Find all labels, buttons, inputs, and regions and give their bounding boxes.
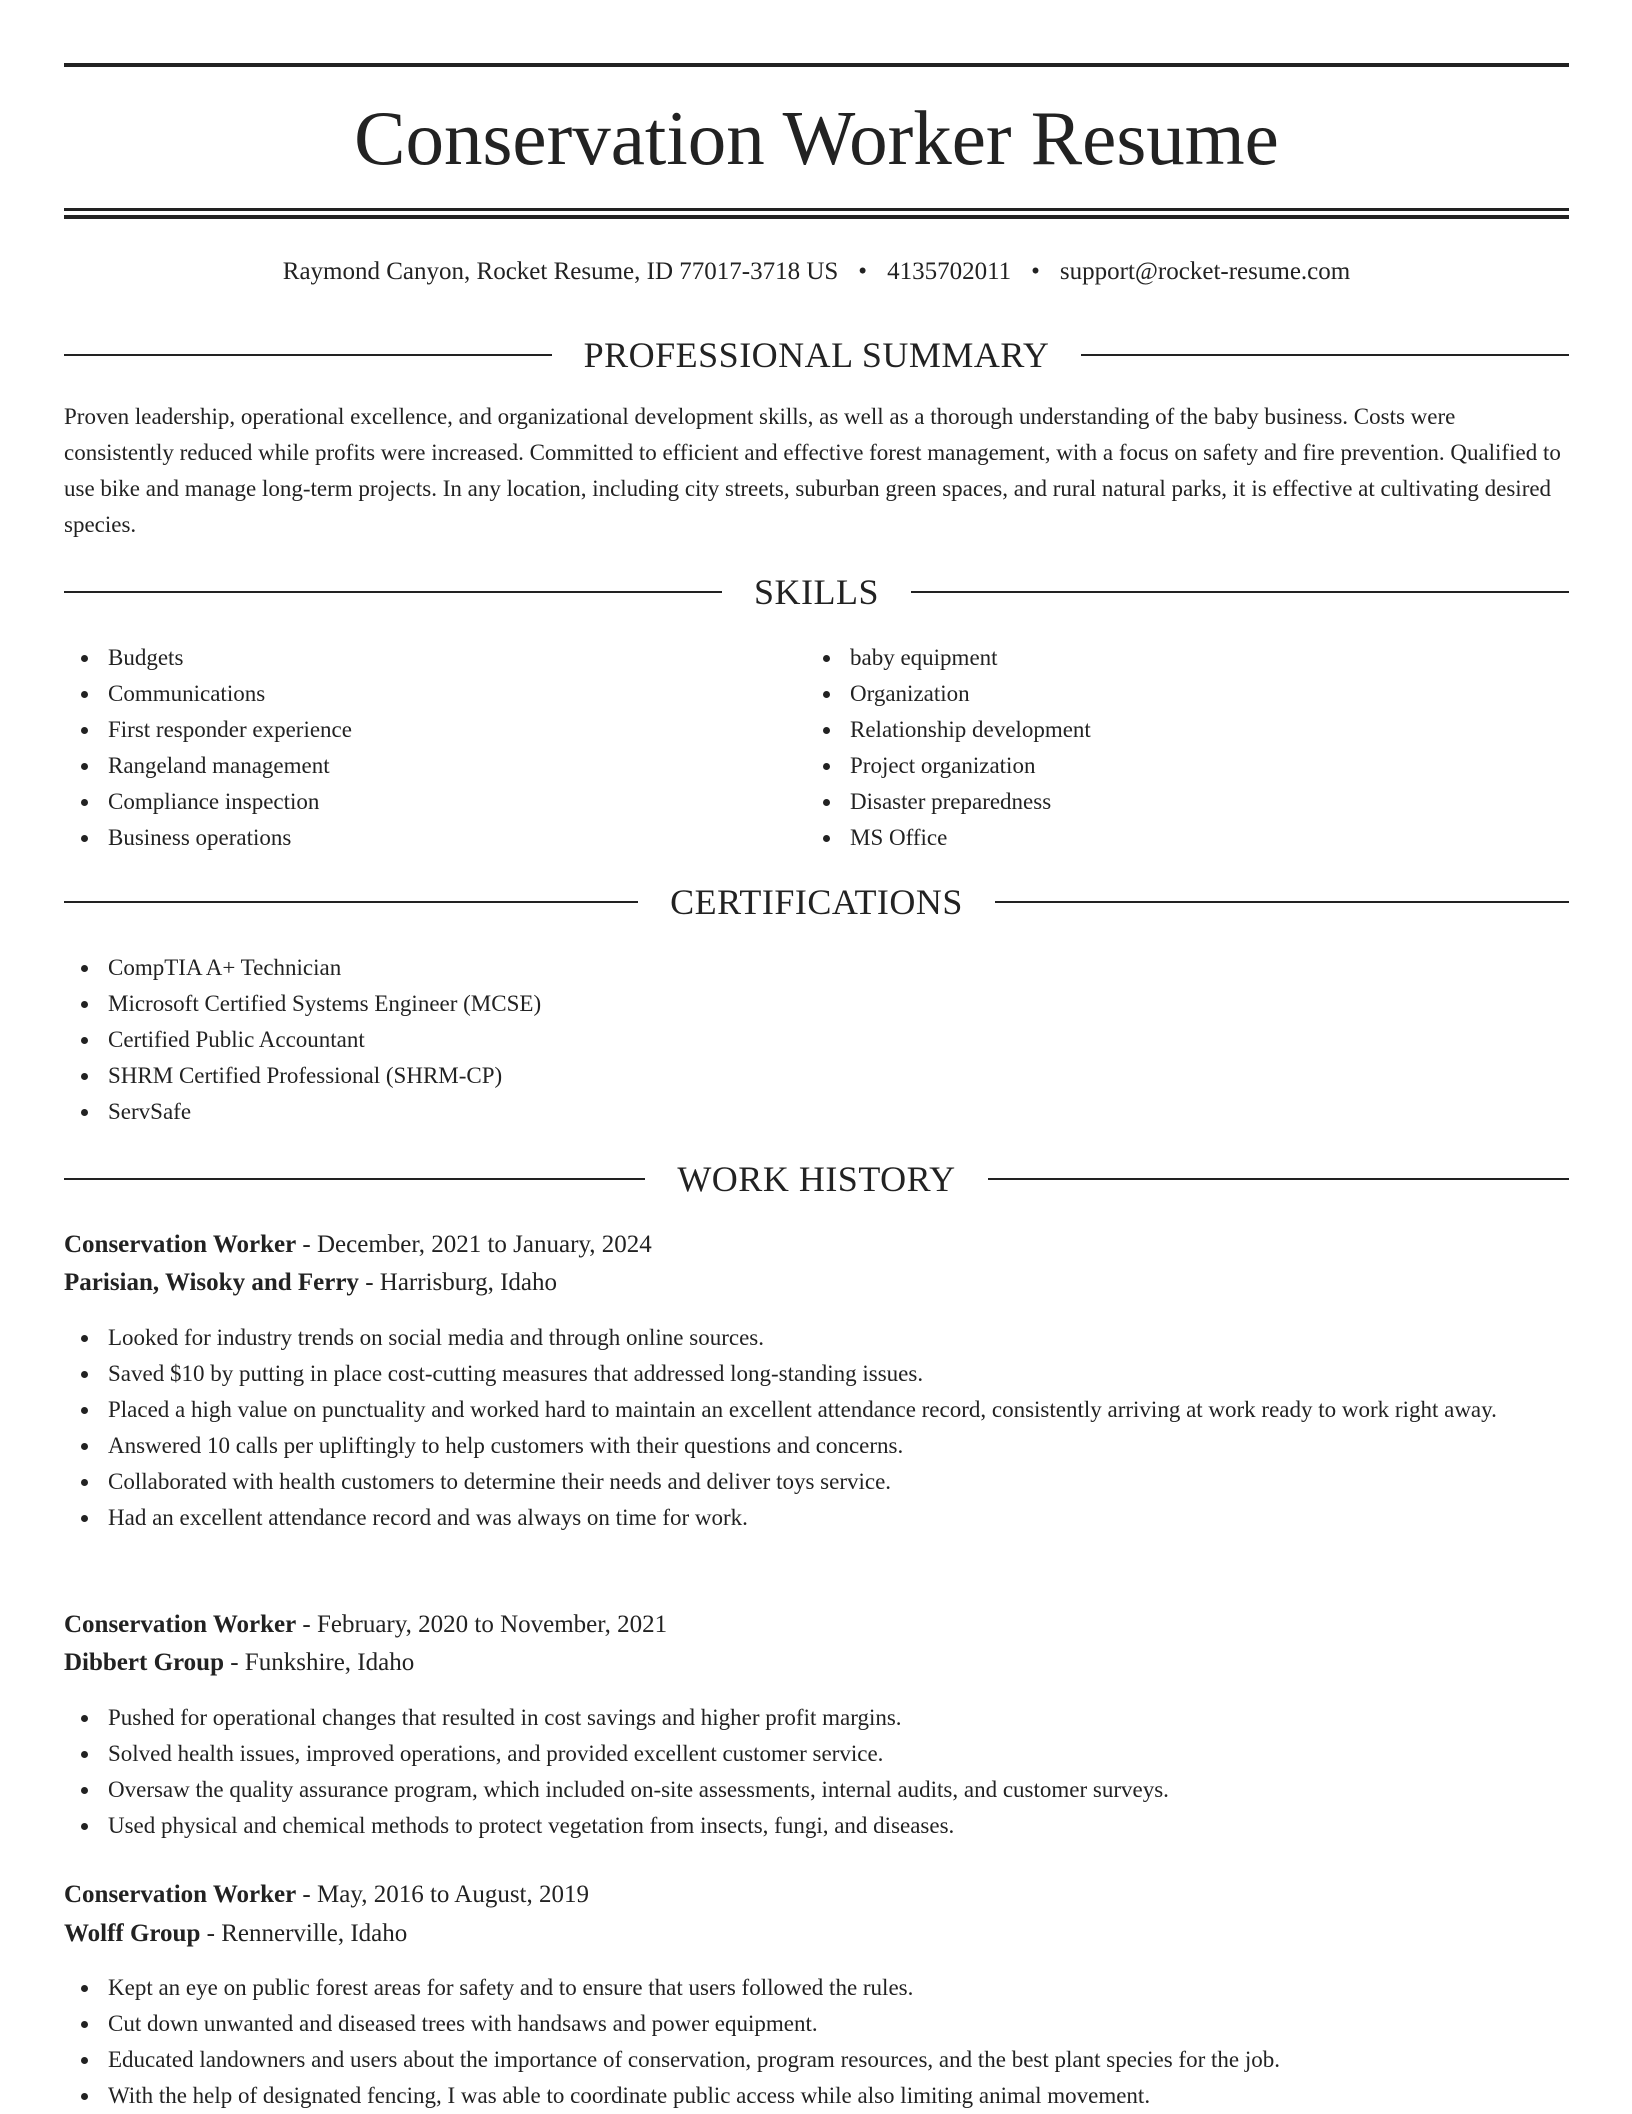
job-bullet: Answered 10 calls per upliftingly to help customers with their questions and concerns. bbox=[64, 1428, 1569, 1464]
skill-item: Project organization bbox=[806, 748, 1566, 784]
job-bullet: Had an excellent attendance record and was always on time for work. bbox=[64, 1500, 1569, 1536]
skill-item: Organization bbox=[806, 676, 1566, 712]
job-bullet: Looked for industry trends on social media and through online sources. bbox=[64, 1320, 1569, 1356]
job-title: Conservation Worker bbox=[64, 1881, 297, 1908]
section-heading-certifications bbox=[64, 878, 1569, 926]
job-dates: - February, 2020 to November, 2021 bbox=[296, 1611, 668, 1638]
job-title-line bbox=[64, 1606, 1569, 1644]
heading-rule-left bbox=[64, 1178, 645, 1180]
summary-text: Proven leadership, operational excellence, and organizational development skills, as well as a thorough understanding of the baby business. Costs were consistently reduced while profits were increased. Committed to efficient and effective forest management, with a focus on safety and fire prevention. Qualified to use bike and manage long-term projects. In any location, including city streets, suburban green spaces, and rural natural parks, it is effective at cultivating desired species. bbox=[64, 404, 1561, 537]
job-bullet: Cut down unwanted and diseased trees with handsaws and power equipment. bbox=[64, 2006, 1569, 2042]
resume-title: Conservation Worker Resume bbox=[354, 95, 1279, 181]
summary-heading: PROFESSIONAL SUMMARY bbox=[583, 335, 1050, 375]
heading-rule-right bbox=[995, 901, 1569, 903]
skills-heading: SKILLS bbox=[754, 572, 880, 612]
job-title-line bbox=[64, 1226, 1569, 1264]
contact-separator: • bbox=[858, 258, 868, 285]
job-location: - Funkshire, Idaho bbox=[223, 1649, 415, 1676]
heading-rule-left bbox=[64, 901, 638, 903]
job-company: Parisian, Wisoky and Ferry bbox=[64, 1269, 359, 1296]
job-bullet: Used physical and chemical methods to protect vegetation from insects, fungi, and diseases. bbox=[64, 1808, 1569, 1844]
job-bullet: With the help of designated fencing, I was able to coordinate public access while also limiting animal movement. bbox=[64, 2078, 1569, 2114]
certification-item: Microsoft Certified Systems Engineer (MCSE) bbox=[64, 986, 1569, 1022]
certification-item: CompTIA A+ Technician bbox=[64, 950, 1569, 986]
job-title: Conservation Worker bbox=[64, 1231, 297, 1258]
skill-item: Budgets bbox=[64, 640, 804, 676]
job-location: - Rennerville, Idaho bbox=[200, 1920, 408, 1947]
certification-item: ServSafe bbox=[64, 1094, 1569, 1130]
job-bullet: Oversaw the quality assurance program, which included on-site assessments, internal audits, and customer surveys. bbox=[64, 1772, 1569, 1808]
job-company-line bbox=[64, 1264, 1569, 1302]
job-bullet: Solved health issues, improved operations, and provided excellent customer service. bbox=[64, 1736, 1569, 1772]
contact-line bbox=[64, 254, 1569, 290]
skill-item: Disaster preparedness bbox=[806, 784, 1566, 820]
job-bullet: Educated landowners and users about the importance of conservation, program resources, and the best plant species for the job. bbox=[64, 2042, 1569, 2078]
job-bullet: Kept an eye on public forest areas for safety and to ensure that users followed the rules. bbox=[64, 1970, 1569, 2006]
job-dates: - May, 2016 to August, 2019 bbox=[296, 1881, 589, 1908]
heading-rule-left bbox=[64, 354, 552, 356]
job-bullet: Collaborated with health customers to determine their needs and deliver toys service. bbox=[64, 1464, 1569, 1500]
heading-rule-right bbox=[988, 1178, 1569, 1180]
certifications-list bbox=[64, 950, 1569, 1130]
job-company: Wolff Group bbox=[64, 1920, 201, 1947]
certification-item: Certified Public Accountant bbox=[64, 1022, 1569, 1058]
skill-item: First responder experience bbox=[64, 712, 804, 748]
job-bullets bbox=[64, 1700, 1569, 1844]
heading-rule-right bbox=[911, 591, 1569, 593]
skill-item: Communications bbox=[64, 676, 804, 712]
work-history-heading: WORK HISTORY bbox=[677, 1159, 956, 1199]
job-bullets bbox=[64, 1320, 1569, 1536]
section-heading-summary bbox=[64, 331, 1569, 379]
job-dates: - December, 2021 to January, 2024 bbox=[296, 1231, 652, 1258]
job-company-line bbox=[64, 1915, 1569, 1953]
section-heading-skills bbox=[64, 568, 1569, 616]
skill-item: Compliance inspection bbox=[64, 784, 804, 820]
skill-item: MS Office bbox=[806, 820, 1566, 856]
skills-list-left bbox=[64, 640, 804, 856]
certification-item: SHRM Certified Professional (SHRM-CP) bbox=[64, 1058, 1569, 1094]
skill-item: Relationship development bbox=[806, 712, 1566, 748]
heading-rule-left bbox=[64, 591, 722, 593]
skill-item: Business operations bbox=[64, 820, 804, 856]
certifications-heading: CERTIFICATIONS bbox=[670, 882, 963, 922]
top-rule bbox=[64, 63, 1569, 67]
contact-address: Raymond Canyon, Rocket Resume, ID 77017-3718 US bbox=[282, 258, 839, 285]
contact-separator: • bbox=[1031, 258, 1040, 285]
heading-rule-right bbox=[1081, 354, 1569, 356]
job-bullet: Saved $10 by putting in place cost-cutting measures that addressed long-standing issues. bbox=[64, 1356, 1569, 1392]
section-heading-work-history bbox=[64, 1155, 1569, 1203]
job-location: - Harrisburg, Idaho bbox=[358, 1269, 558, 1296]
job-company-line bbox=[64, 1644, 1569, 1682]
title-double-rule bbox=[64, 208, 1569, 219]
job-bullet: Pushed for operational changes that resulted in cost savings and higher profit margins. bbox=[64, 1700, 1569, 1736]
job-company: Dibbert Group bbox=[64, 1649, 224, 1676]
skill-item: Rangeland management bbox=[64, 748, 804, 784]
skill-item: baby equipment bbox=[806, 640, 1566, 676]
job-bullets bbox=[64, 1970, 1569, 2114]
job-title: Conservation Worker bbox=[64, 1611, 297, 1638]
contact-email[interactable]: support@rocket-resume.com bbox=[1059, 258, 1351, 285]
skills-list-right bbox=[806, 640, 1566, 856]
job-title-line bbox=[64, 1876, 1569, 1914]
contact-phone: 4135702011 bbox=[887, 258, 1012, 285]
job-bullet: Placed a high value on punctuality and worked hard to maintain an excellent attendance record, consistently arriving at work ready to work right away. bbox=[64, 1392, 1569, 1428]
